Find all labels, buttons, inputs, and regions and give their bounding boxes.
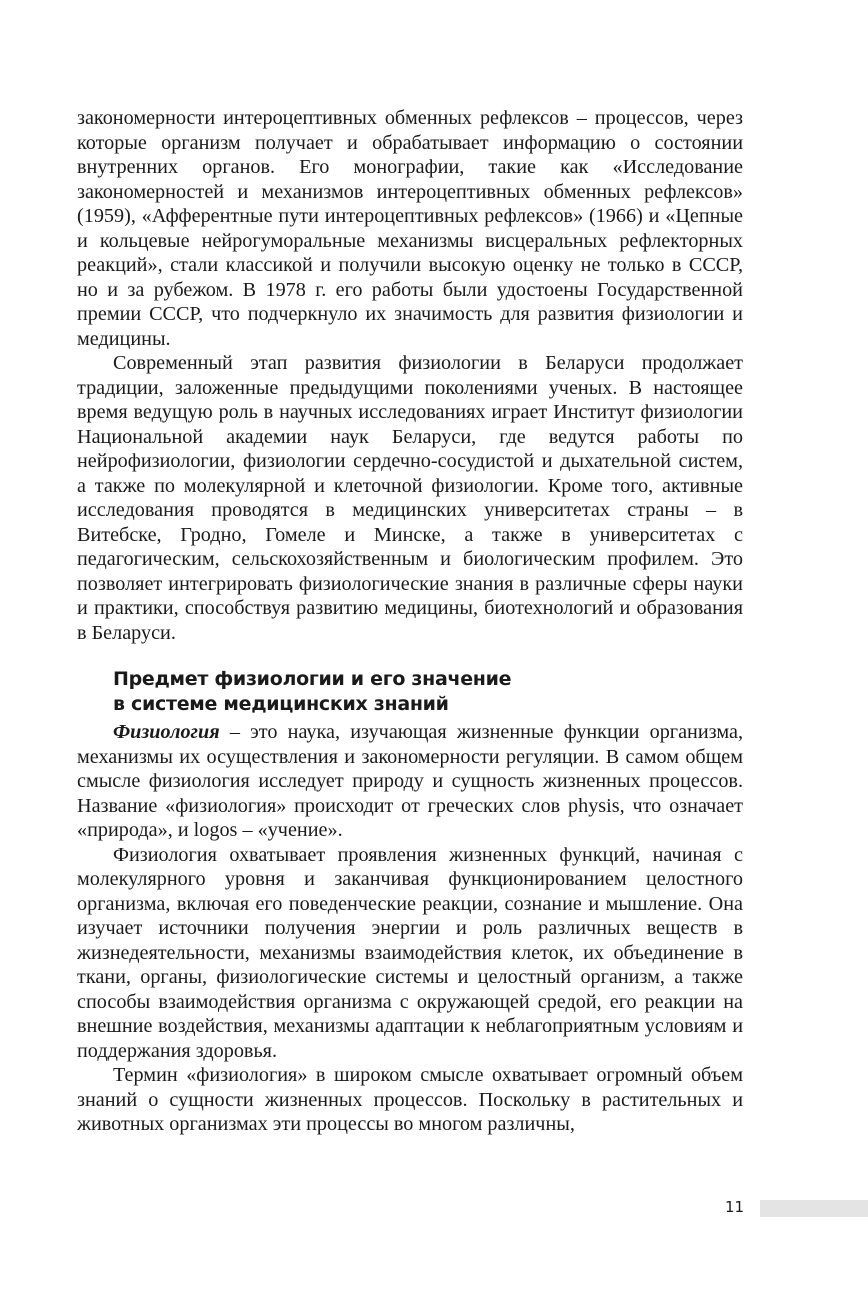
paragraph-scope: Физиология охватывает проявления жизненных функций, начиная с молекулярного уровня и заканчивая функционированием целостного организма, включая его поведенческие реакции, сознание и мышление. Она изучает источники получения энергии и роль различных веществ в жизнедеятельности, механизмы взаимодействия клеток, их объединение в ткани, органы, физиологические системы и целостный организм, а также способы взаимодействия организма с окружающей средой, его реакции на внешние воздействия, механизмы адаптации к неблагоприятным условиям и поддержания здоровья. [77, 843, 743, 1062]
paragraph-continuation: закономерности интероцептивных обменных рефлексов – процессов, через которые организм получает и обрабатывает информацию о состоянии внутренних органов. Его монографии, такие как «Исследование закономерностей и механизмов интероцептивных обменных рефлексов» (1959), «Афферентные пути интероцептивных рефлексов» (1966) и «Цепные и кольцевые нейрогуморальные механизмы висцеральных рефлекторных реакций», стали классикой и получили высокую оценку не только в СССР, но и за рубежом. В 1978 г. его работы были удостоены Государственной премии СССР, что подчеркнуло их значимость для развития физиологии и медицины. [77, 107, 743, 350]
paragraph-definition [77, 720, 743, 843]
page-edge-tab [760, 1200, 868, 1217]
section-heading [113, 667, 743, 717]
paragraph-modern-stage: Современный этап развития физиологии в Беларуси продолжает традиции, заложенные предыдущими поколениями ученых. В настоящее время ведущую роль в научных исследованиях играет Институт физиологии Национальной академии наук Беларуси, где ведутся работы по нейрофизиологии, физиологии сердечно-сосудистой и дыхательной систем, а также по молекулярной и клеточной физиологии. Кроме того, активные исследования проводятся в медицинских университетах страны – в Витебске, Гродно, Гомеле и Минске, а также в университетах с педагогическим, сельскохозяйственным и биологическим профилем. Это позволяет интегрировать физиологические знания в различные сферы науки и практики, способствуя развитию медицины, биотехнологий и образования в Беларуси. [77, 352, 743, 644]
page-body [77, 106, 743, 1137]
section-heading-line-1: Предмет физиологии и его значение [113, 668, 512, 690]
definition-term: Физиология [113, 721, 220, 743]
definition-text: – это наука, изучающая жизненные функции организма, механизмы их осуществления и закономерности регуляции. В самом общем смысле физиология исследует природу и сущность жизненных процессов. Название «физиология» происходит от греческих слов physis, что означает «природа», и logos – «учение». [77, 721, 743, 841]
section-heading-line-2: в системе медицинских знаний [113, 693, 449, 715]
paragraph-term-meaning: Термин «физиология» в широком смысле охватывает огромный объем знаний о сущности жизненных процессов. Поскольку в растительных и животных организмах эти процессы во многом различны, [77, 1064, 743, 1135]
page-number: 11 [725, 1198, 745, 1216]
